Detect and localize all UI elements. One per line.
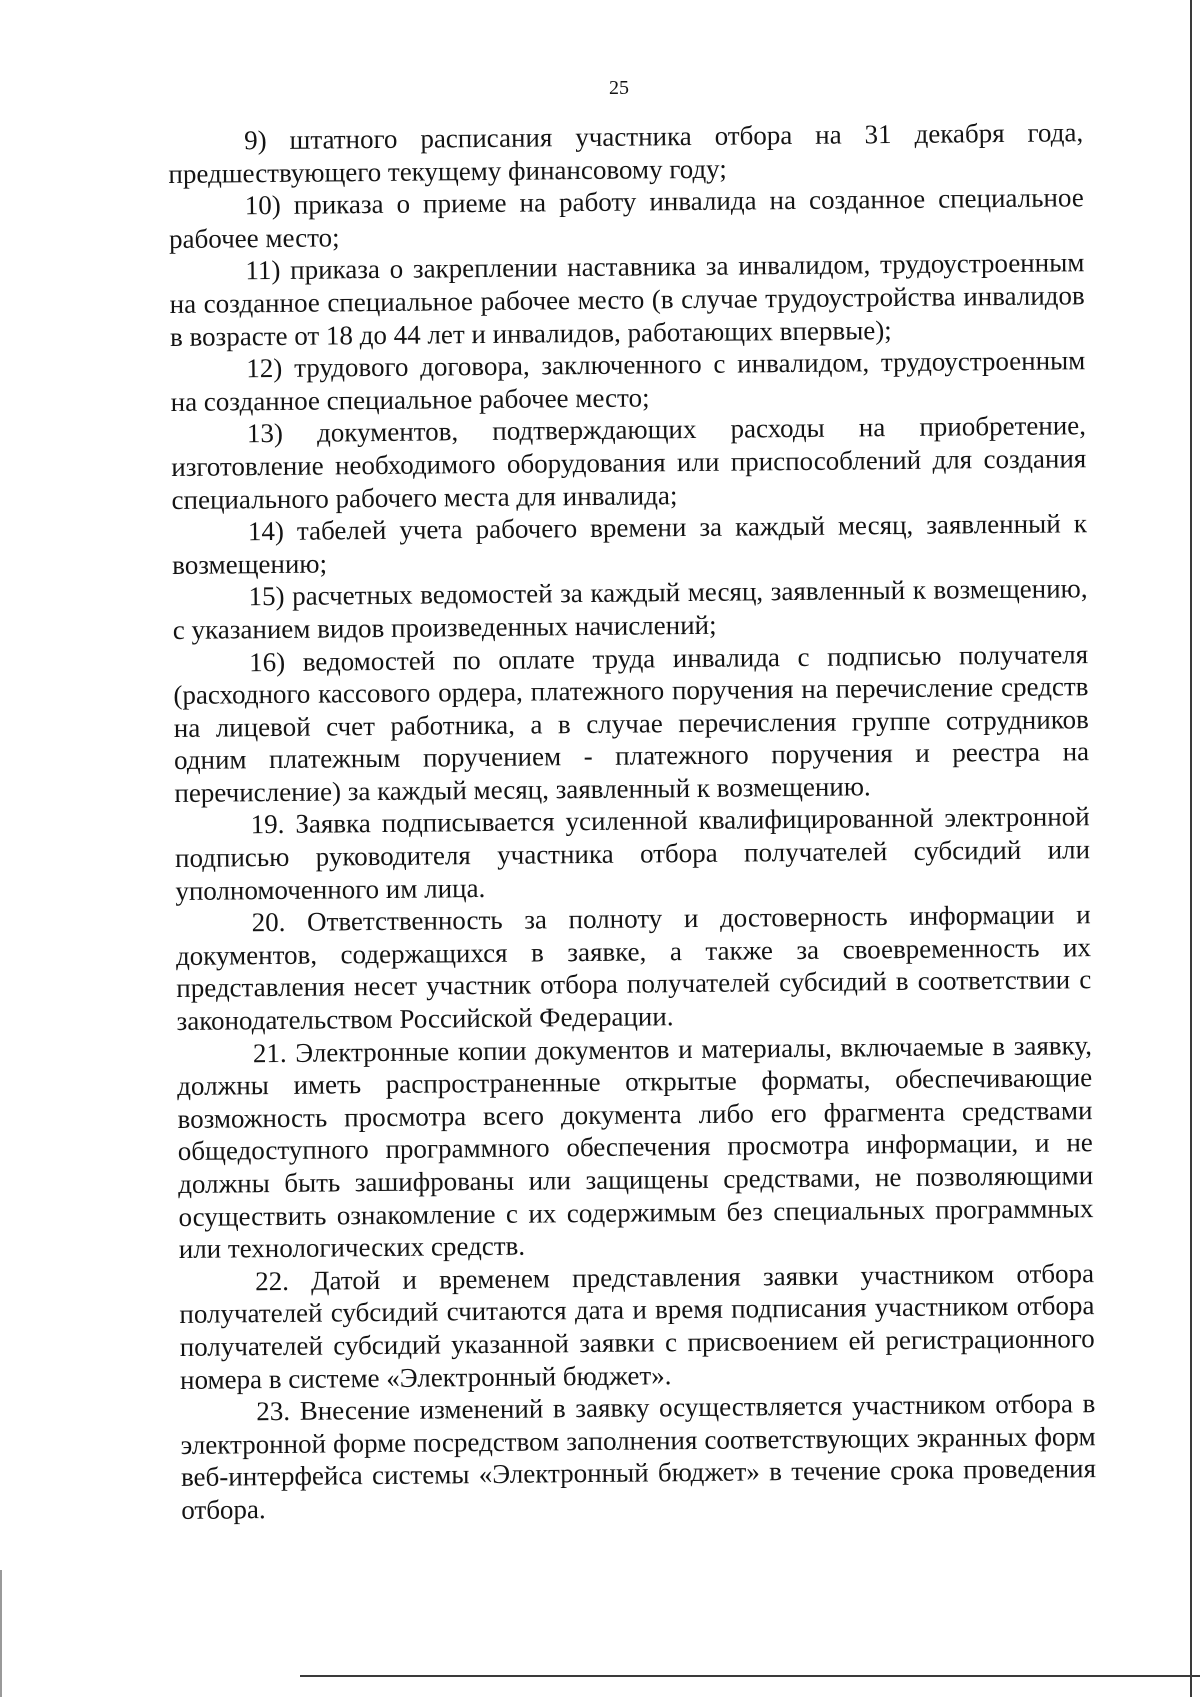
document-body [168,116,1096,1526]
list-item-13: 13) документов, подтверждающих расходы на приобретение, изготовление необходимого оборудования или приспособлений для создания специального рабочего места для инвалида; [171,410,1087,515]
list-item-10: 10) приказа о приеме на работу инвалида на созданное специальное рабочее место; [168,182,1084,254]
clause-20: 20. Ответственность за полноту и достоверность информации и документов, содержащихся в заявке, а также за своевременность их представления несет участник отбора получателей субсидий в соответствии с законодательством Российской Федерации. [175,899,1092,1036]
scan-left-edge [0,1570,2,1697]
clause-22: 22. Датой и временем представления заявки участником отбора получателей субсидий считаются дата и время подписания участником отбора получателей субсидий указанной заявки с присвоением ей регистрационного номера в системе «Электронный бюджет». [179,1257,1095,1395]
list-item-11: 11) приказа о закреплении наставника за инвалидом, трудоустроенным на созданное специальное рабочее место (в случае трудоустройства инвалидов в возрасте от 18 до 44 лет и инвалидов, работающих впервые); [169,247,1085,352]
list-item-14: 14) табелей учета рабочего времени за каждый месяц, заявленный к возмещению; [172,508,1088,580]
page-number: 25 [609,77,629,99]
list-item-12: 12) трудового договора, заключенного с инвалидом, трудоустроенным на созданное специальное рабочее место; [170,345,1086,417]
list-item-15: 15) расчетных ведомостей за каждый месяц, заявленный к возмещению, с указанием видов произведенных начислений; [172,573,1088,645]
clause-23: 23. Внесение изменений в заявку осуществляется участником отбора в электронной форме посредством заполнения соответствующих экранных форм веб-интерфейса системы «Электронный бюджет» в течение срока проведения отбора. [180,1388,1097,1525]
clause-21: 21. Электронные копии документов и материалы, включаемые в заявку, должны иметь распространенные открытые форматы, обеспечивающие возможность просмотра всего документа либо его фрагмента средствами общедоступного программного обеспечения просмотра информации, и не должны быть зашифрованы или защищены средствами, не позволяющими осуществить ознакомление с их содержимым без специальных программных или технологических средств. [177,1029,1094,1265]
scan-right-edge [1190,0,1192,1697]
list-item-9: 9) штатного расписания участника отбора на 31 декабря года, предшествующего текущему финансовому году; [168,117,1084,189]
list-item-16: 16) ведомостей по оплате труда инвалида с подписью получателя (расходного кассового ордера, платежного поручения на перечисление средств на лицевой счет работника, а в случае перечисления группе сотрудников одним платежным поручением - платежного поручения и реестра на перечисление) за каждый месяц, заявленный к возмещению. [173,638,1090,808]
clause-19: 19. Заявка подписывается усиленной квалифицированной электронной подписью руководителя участника отбора получателей субсидий или уполномоченного им лица. [174,801,1091,906]
scan-bottom-edge [300,1675,1200,1677]
